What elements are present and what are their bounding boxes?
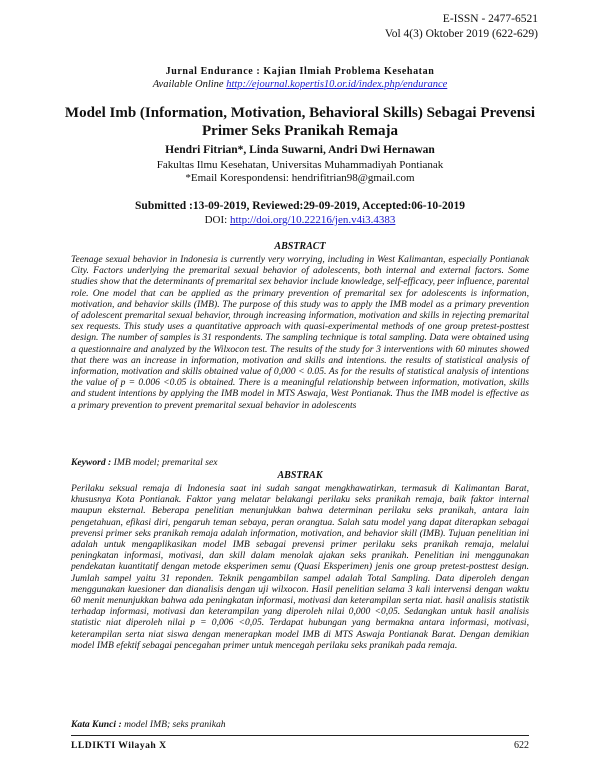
authors: Hendri Fitrian*, Linda Suwarni, Andri Dwi Hernawan <box>165 144 435 156</box>
issn-block <box>385 12 538 42</box>
volume-info: Vol 4(3) Oktober 2019 (622-629) <box>384 28 538 40</box>
affiliation: Fakultas Ilmu Kesehatan, Universitas Muhammadiyah Pontianak <box>156 159 444 171</box>
journal-url-link[interactable]: http://ejournal.kopertis10.or.id/index.php/endurance <box>226 79 448 90</box>
correspondence-email: *Email Korespondensi: hendrifitrian98@gmail.com <box>185 172 415 184</box>
doi-label: DOI: <box>204 214 228 226</box>
journal-name: Jurnal Endurance : Kajian Ilmiah Problema Kesehatan <box>165 66 435 77</box>
article-title: Model Imb (Information, Motivation, Behavioral Skills) Sebagai Prevensi Primer Seks Pranikah Remaja <box>64 105 536 139</box>
abstract-body: Teenage sexual behavior in Indonesia is currently very worrying, including in West Kalimantan, especially Pontianak City. Factors underlying the premarital sexual behavior of adolescents, both internal and external factors. Some studies show that the determinants of premarital sex behavior include knowledge, self-efficacy, peer influence, parental role. One model that can be applied as the primary prevention of premarital sex for adolescents is information, motivation, and behavior skills (IMB). The purpose of this study was to apply the IMB model as a primary prevention of adolescent premarital sexual behavior, through increasing information, motivation and skills in rejecting premarital sex requests. This study uses a quantitative approach with quasi-experimental methods of one group pretest-posttest design. The number of samples is 31 respondents. The sampling technique is total sampling. Data were obtained using a questionnaire and analyzed by the Wilxocon test. The results of the study for 3 interventions with 60 minutes showed that there was an increase in information, motivation and skills and intentions. the results of statistical analysis of information, motivation and skills obtained value of 0,000 < 0.05. As for the results of statistical analysis of intentions the value of p = 0.006 <0.05 is obtained. There is a meaningful relationship between information, motivation, skills and student intentions by applying the IMB model in MTS Aswaja, West Pontianak. Thus the IMB model is effective as a primary prevention to prevent premarital sexual behavior in adolescents <box>71 254 529 411</box>
kata-kunci-label: Kata Kunci : <box>71 719 122 730</box>
kata-kunci: model IMB; seks pranikah <box>124 719 226 730</box>
doi-link[interactable]: http://doi.org/10.22216/jen.v4i3.4383 <box>229 214 396 226</box>
footer-publisher: LLDIKTI Wilayah X <box>71 740 167 751</box>
abstrak-body: Perilaku seksual remaja di Indonesia saat ini sudah sangat mengkhawatirkan, termasuk di Kalimantan Barat, khususnya Kota Pontianak. Faktor yang melatar belakangi perilaku seks pranikah remaja, baik faktor internal maupun eksternal. Beberapa penelitian menunjukkan bahwa determinan perilaku seks pranikah, antara lain pengetahuan, efikasi diri, pengaruh teman sebaya, peran orangtua. Salah satu model yang dapat diterapkan sebagai prevensi primer seks pranikah remaja adalah information, motivation, and behavior skill (IMB). Tujuan penelitian ini adalah untuk mengaplikasikan model IMB sebagai prevensi primer perilaku seks pranikah remaja, melalui peningkatan informasi, motivasi, dan skill dalam menolak ajakan seks pranikah. Penelitian ini menggunakan pendekatan kuantitatif dengan metode eksperimen semu (Quasi Eksperimen) jenis one group pretest-posttest design. Jumlah sampel yaitu 31 reponden. Teknik pengambilan sampel adalah Total Sampling. Data diperoleh dengan menggunakan kuesioner dan dianalisis dengan uji wilxocon. Hasil penelitian selama 3 kali intervensi dengan waktu 60 menit menunjukkan bahwa ada peningkatan informasi, motivasi dan keterampilan serta niat. hasil analisis statistik terhadap informasi, motivasi dan keterampilan yang diperoleh nilai 0,000 <0,05. Sedangkan untuk hasil analisis statistic niat diperoleh nilai p = 0,006 <0,05. Terdapat hubungan yang bermakna antara informasi, motivasi, keterampilan serta niat siswa dengan menerapkan model IMB di MTS Aswaja Pontianak Barat. Dengan demikian model IMB efektif sebagai pencegahan primer untuk mencegah perilaku seks pranikah pada remaja. <box>71 483 529 651</box>
doi-line <box>0 214 600 226</box>
footer-divider <box>71 735 529 736</box>
available-online <box>0 79 600 90</box>
issn: E-ISSN - 2477-6521 <box>442 13 538 25</box>
submission-dates: Submitted :13-09-2019, Reviewed:29-09-2019, Accepted:06-10-2019 <box>135 200 465 212</box>
keywords-line <box>71 457 529 468</box>
page-number: 622 <box>514 740 529 751</box>
abstrak-heading: ABSTRAK <box>277 470 323 481</box>
available-online-label: Available Online <box>152 79 224 90</box>
kata-kunci-line <box>71 719 529 730</box>
abstract-heading: ABSTRACT <box>274 241 326 252</box>
keywords: IMB model; premarital sex <box>113 457 218 468</box>
keyword-label: Keyword : <box>71 457 112 468</box>
